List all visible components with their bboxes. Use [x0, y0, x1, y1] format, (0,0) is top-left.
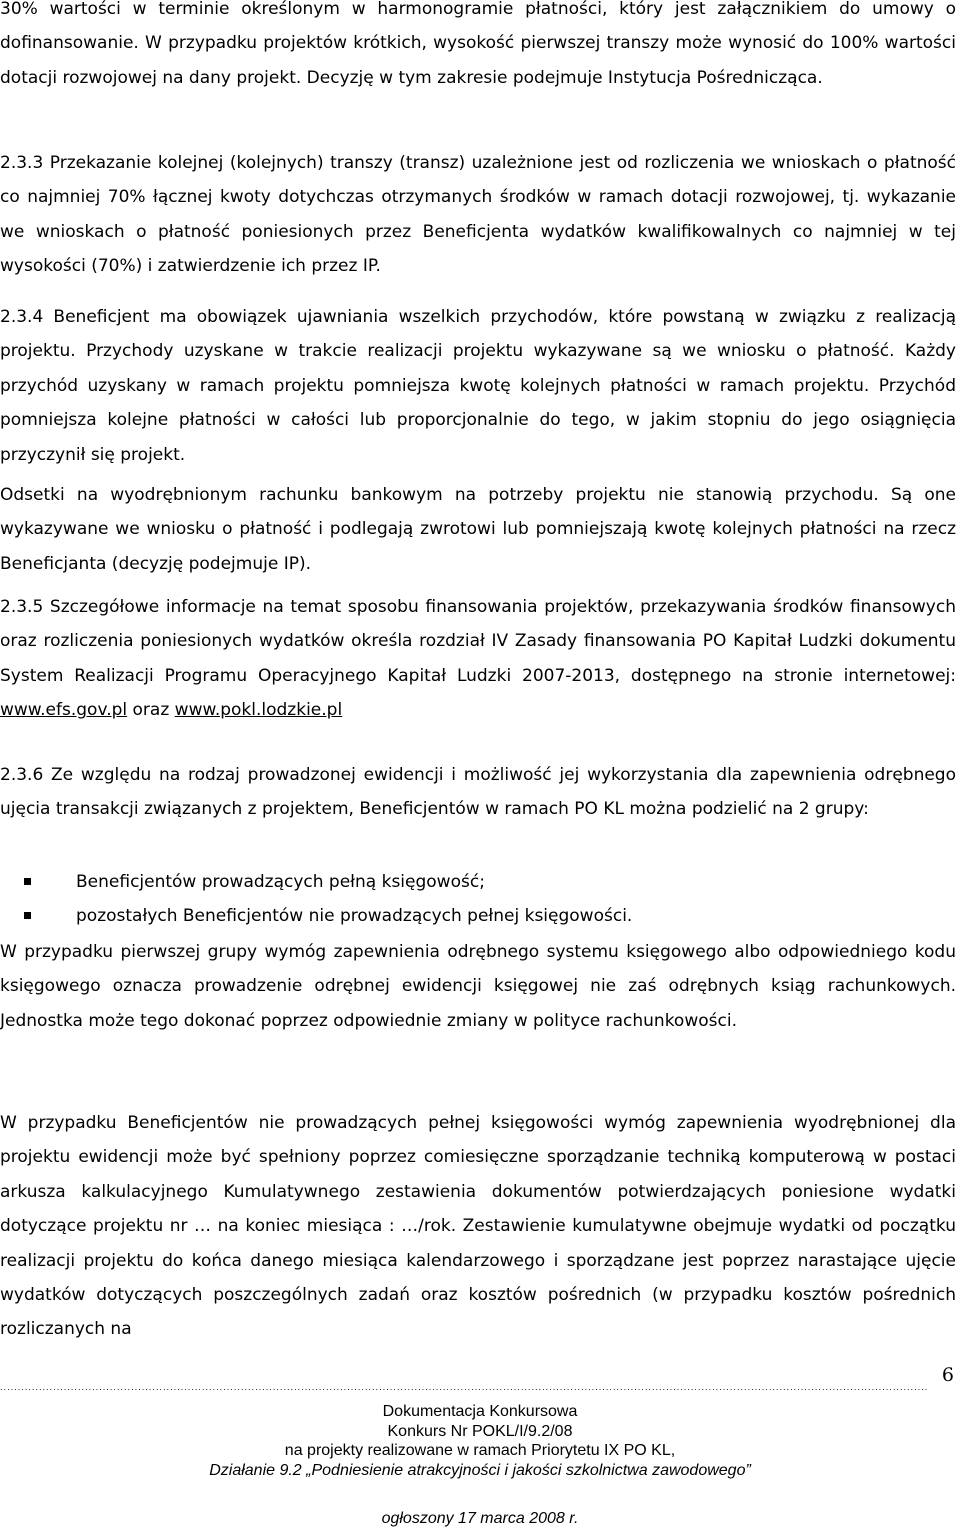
- footer-line-2: Konkurs Nr POKL/I/9.2/08: [387, 1422, 573, 1440]
- footer-line-3: na projekty realizowane w ramach Priorytetu IX PO KL,: [284, 1442, 676, 1459]
- list-item: [0, 865, 956, 899]
- link-efs[interactable]: www.efs.gov.pl: [0, 700, 128, 721]
- paragraph-2-3-5-text: 2.3.5 Szczegółowe informacje na temat sposobu finansowania projektów, przekazywania środków finansowych oraz rozliczenia poniesionych wydatków określa rozdział IV Zasady finansowania PO Kapitał Ludzki dokumentu System Realizacji Programu Operacyjnego Kapitał Ludzki 2007-2013, dostępnego na stronie internetowej:: [0, 597, 956, 686]
- list-item: [0, 899, 956, 933]
- paragraph-transza-1: 30% wartości w terminie określonym w harmonogramie płatności, który jest załącznikiem do umowy o dofinansowanie. W przypadku projektów krótkich, wysokość pierwszej transzy może wynosić do 100% wartości dotacji rozwojowej na dany projekt. Decyzję w tym zakresie podejmuje Instytucja Pośrednicząca.: [0, 0, 956, 88]
- footer-separator-dots: ......................................................................................................................................................................................................................................................................: [0, 1384, 929, 1392]
- link-pokl-lodzkie[interactable]: www.pokl.lodzkie.pl: [174, 700, 343, 721]
- footer-line-4: Działanie 9.2 „Podniesienie atrakcyjności i jakości szkolnictwa zawodowego”: [209, 1461, 751, 1479]
- footer: [0, 1402, 960, 1480]
- footer-date: ogłoszony 17 marca 2008 r.: [381, 1510, 579, 1527]
- list-item-text: pozostałych Beneficjentów nie prowadzących pełnej księgowości.: [76, 906, 633, 927]
- square-bullet-icon: [24, 878, 31, 885]
- paragraph-2-3-4: 2.3.4 Beneficjent ma obowiązek ujawniania wszelkich przychodów, które powstaną w związku z realizacją projektu. Przychody uzyskane w trakcie realizacji projektu wykazywane są we wniosku o płatność. Każdy przychód uzyskany w ramach projektu pomniejsza kwotę kolejnych płatności w ramach projektu. Przychód pomniejsza kolejne płatności w całości lub proporcjonalnie do tego, w jakim stopniu do jego osiągnięcia przyczynił się projekt.: [0, 307, 956, 465]
- paragraph-group-1: W przypadku pierwszej grupy wymóg zapewnienia odrębnego systemu księgowego albo odpowiedniego kodu księgowego oznacza prowadzenie odrębnej ewidencji księgowej nie zaś odrębnych ksiąg rachunkowych. Jednostka może tego dokonać poprzez odpowiednie zmiany w polityce rachunkowości.: [0, 942, 956, 1031]
- paragraph-group-2: W przypadku Beneficjentów nie prowadzących pełnej księgowości wymóg zapewnienia wyodrębnionej dla projektu ewidencji może być spełniony poprzez comiesięczne sporządzanie techniką komputerową w postaci arkusza kalkulacyjnego Kumulatywnego zestawienia dokumentów potwierdzających poniesione wydatki dotyczące projektu nr … na koniec miesiąca : …/rok. Zestawienie kumulatywne obejmuje wydatki od początku realizacji projektu do końca danego miesiąca kalendarzowego i sporządzane jest poprzez narastające ujęcie wydatków dotyczących poszczególnych zadań oraz kosztów pośrednich (w przypadku kosztów pośrednich rozliczanych na: [0, 1113, 956, 1340]
- footer-line-1: Dokumentacja Konkursowa: [382, 1403, 578, 1420]
- page-number: 6: [941, 1364, 954, 1386]
- list-item-text: Beneficjentów prowadzących pełną księgowość;: [76, 872, 485, 892]
- link-conjunction: oraz: [132, 700, 170, 721]
- paragraph-odsetki: Odsetki na wyodrębnionym rachunku bankowym na potrzeby projektu nie stanowią przychodu. Są one wykazywane we wniosku o płatność i podlegają zwrotowi lub pomniejszają kwotę kolejnych płatności na rzecz Beneficjanta (decyzję podejmuje IP).: [0, 485, 956, 574]
- paragraph-2-3-6: 2.3.6 Ze względu na rodzaj prowadzonej ewidencji i możliwość jej wykorzystania dla zapewnienia odrębnego ujęcia transakcji związanych z projektem, Beneficjentów w ramach PO KL można podzielić na 2 grupy:: [0, 765, 956, 820]
- paragraph-2-3-5: [0, 590, 956, 728]
- square-bullet-icon: [24, 912, 31, 919]
- groups-list: [0, 865, 956, 934]
- paragraph-2-3-3: 2.3.3 Przekazanie kolejnej (kolejnych) transzy (transz) uzależnione jest od rozliczenia we wnioskach o płatność co najmniej 70% łącznej kwoty dotychczas otrzymanych środków w ramach dotacji rozwojowej, tj. wykazanie we wnioskach o płatność poniesionych przez Beneficjenta wydatków kwalifikowalnych co najmniej w tej wysokości (70%) i zatwierdzenie ich przez IP.: [0, 153, 956, 277]
